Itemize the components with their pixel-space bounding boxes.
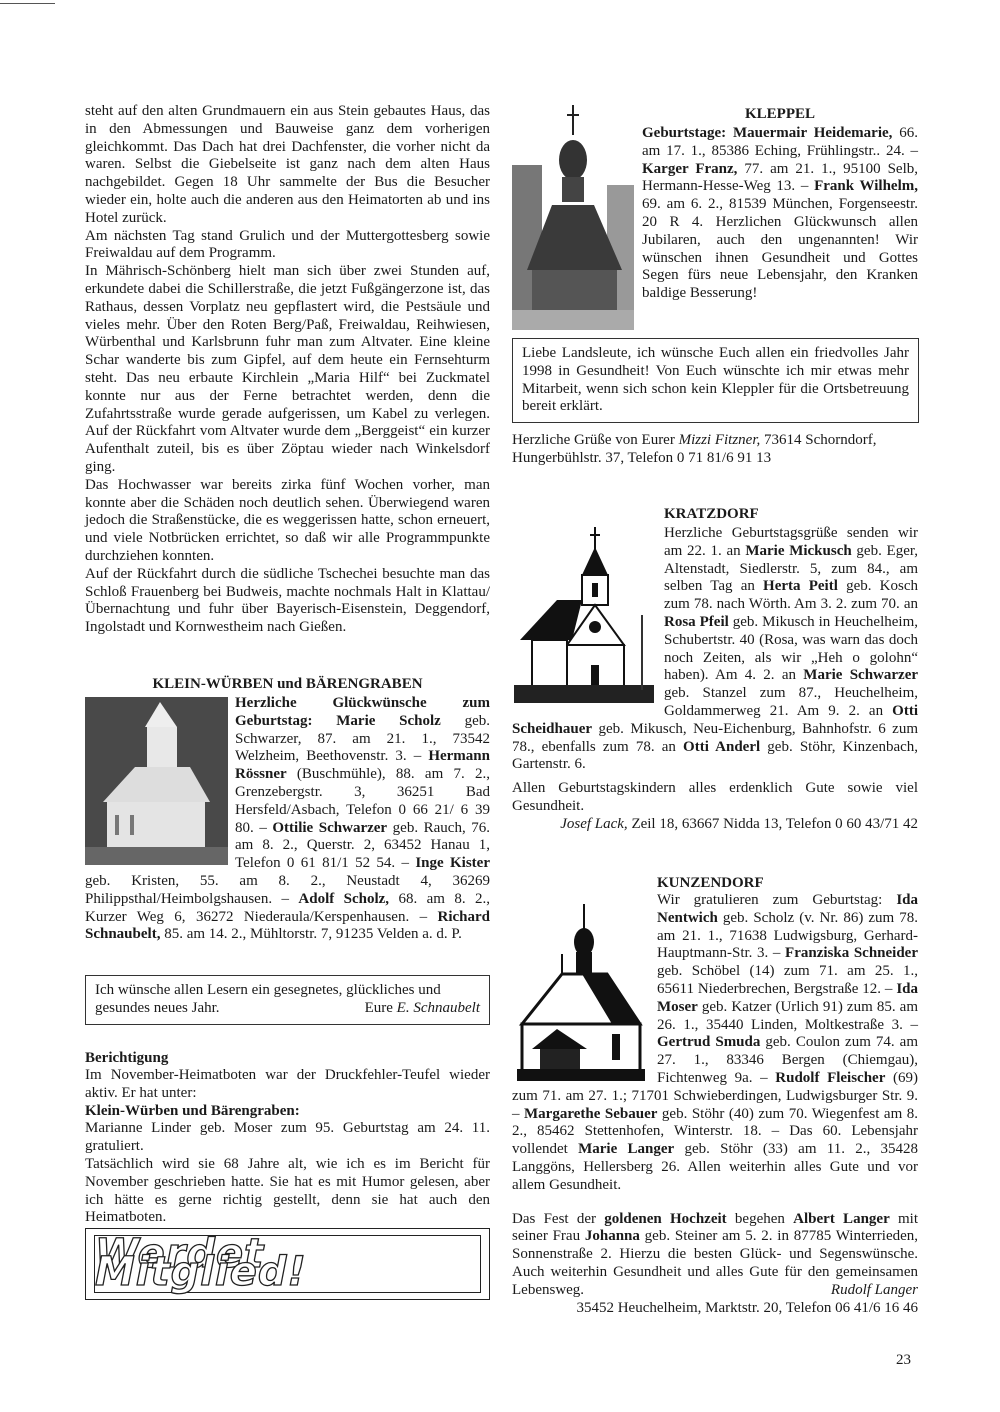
bold-name: Ida Moser (657, 980, 918, 1015)
wooden-chapel-image-icon (512, 105, 634, 330)
bold-name: Marie Mickusch (745, 542, 852, 559)
text-run: 69. am 6. 2., 81539 München, Forgenseestr. 20 R 4. Herzlichen Glückwunsch allen Jubilaren, auch den ungenannten! Wir wünschen ihnen Gesundheit und Gottes Segen fürs neue Lebensjahr, den Kranken baldige Besserung! (642, 196, 918, 302)
text-run: geb. Mikusch in Heuchelheim, Schubertstr. 40 (Rosa, was warn das doch noch Zeiten, als wir „Heh o golohn“ haben). Am 4. 2. an (664, 613, 918, 684)
paragraph: Marianne Linder geb. Moser zum 95. Geburtstag am 24. 11. gratuliert. (85, 1120, 490, 1155)
bold-name: Franziska Schneider (785, 945, 918, 962)
text-run: 66. am 17. 1., 85386 Eching, Frühlingstr.. 24. – (642, 125, 919, 159)
greeting-text (512, 432, 918, 468)
text-run: geb. Stanzel zum 87., Heuchelheim, Goldammerweg 21. Am 9. 2. an (664, 685, 918, 719)
text-run: 85. am 14. 2., Mühltorstr. 7, 91235 Velden a. d. P. (160, 926, 462, 943)
paragraph: Tatsächlich wird sie 68 Jahre alt, wie ich es im Bericht für November geschrieben hatte. Sie hat es mit Humor gelesen, aber ich hätte es gerne richtig gestellt, denn sie hat auch den Heimatboten. (85, 1155, 490, 1226)
text-run: Das Fest der (512, 1210, 605, 1227)
kleppel-greeting (512, 432, 918, 468)
wedding-signature: Rudolf Langer (830, 1281, 918, 1298)
banner-inner-frame (94, 1231, 481, 1295)
paragraph: Im November-Heimatboten war der Druckfehler-Teufel wieder aktiv. Er hat unter: (85, 1067, 490, 1101)
paragraph (85, 228, 490, 264)
bold-name: Herta Peitl (763, 578, 838, 595)
bold-name: Rosa Pfeil (664, 613, 729, 630)
text-run: 73614 Schorndorf, Hungerbühlstr. 37, Telefon 0 71 81/6 91 13 (512, 432, 877, 466)
text-run: (69) zum 71. am 27. 1.; 71701 Schwieberdingen, Ludwigsburger Str. 9. – (512, 1069, 919, 1122)
text-run: geb. Mikusch, Neu-Eichenburg, Bahnhofstr. 6 zum 78., ebenfalls zum 78. an (512, 720, 918, 755)
text-run: begehen (726, 1210, 794, 1227)
text-run: 77. am 21. 1., 95100 Selb, Hermann-Hesse-Weg 13. – (642, 160, 918, 195)
text-run: geb. Stöhr (33) am 11. 2., 35428 Langgöns, Hellersberg 26. Allen weiterhin alles Gute und vor allem Gesundheit. (512, 1141, 918, 1193)
text-run: Auf der Rückfahrt durch die südliche Tschechei besuchte man das Schloß Frauenberg bei Budweis, machte nochmals Halt in Klattau/Übernachtung und fuhr über Bayerisch-Eisenstein, Deggendorf, Ingolstadt und Kornwestheim nach Gießen. (85, 565, 490, 636)
bold-name: Adolf Scholz, (298, 890, 390, 907)
bold-name: Marie Schwarzer (803, 667, 919, 684)
text-run: mit seiner Frau (512, 1210, 918, 1245)
text-run: In Mährisch-Schönberg hielt man sich über zwei Stunden auf, erkundete dabei die Schillerstraße, die jetzt Fußgängerzone ist, das Rathaus, dessen Vorplatz neu gepflastert wird, die Pestsäule und vieles mehr. Über den Roten Berg/Paß, Freiwaldau, Reihwiesen, Würbenthal und Karlsbrunn fuhr man zum Altvater. Eine kleine Schar wanderte bis zum Gipfel, auf dem heute ein Fernsehturm steht. Das neu erbaute Kirchlein „Maria Hilf“ bei Zuckmatel konnte nur aus der Ferne betrachtet werden, denn die Zufahrtsstraße wurde gerade aufgerissen, um Kabel zu verlegen. Auf der Rückfahrt vom Altvater wurde dem „Berggeist“ ein kurzer Aufenthalt zuteil, bis es über Zöptau wieder nach Winkelsdorf ging. (85, 263, 490, 475)
text-run: Am nächsten Tag stand Grulich und der Muttergottesberg sowie Freiwaldau auf dem Programm. (85, 227, 490, 262)
kleppel-chapel-photo (512, 105, 634, 330)
wedding-address: 35452 Heuchelheim, Marktstr. 20, Telefon 06 41/6 16 46 (576, 1299, 918, 1316)
church-drawing-icon (512, 874, 650, 1084)
kunzendorf-church-drawing (512, 874, 650, 1084)
text-run: geb. Eger, Altenstadt, Siedlerstr. 5, zum 84., am selben Tag an (664, 542, 918, 595)
paragraph (85, 263, 490, 477)
bold-name: Margarethe Sebauer (524, 1105, 658, 1122)
chapel-image-icon (85, 697, 228, 865)
section-kunzendorf (512, 874, 918, 1317)
bold-name: Marie Scholz (336, 712, 441, 729)
subheading: Klein-Würben und Bärengraben: (85, 1102, 300, 1119)
text-run: geb. Stöhr (40) zum 70. Wiegenfest am 8. 2., 85462 Stettenhofen, Winterstr. 18. – Das 60. Lebensjahr vollendet (512, 1105, 918, 1158)
signature (512, 816, 918, 834)
bold-name: goldenen Hochzeit (604, 1210, 727, 1227)
text-run: 68. am 8. 2., Kurzer Weg 6, 36272 Niederaula/Kerspenhausen. – (85, 890, 491, 925)
bold-name: Karger Franz, (642, 160, 738, 177)
section-klein-wuerben (85, 675, 490, 944)
kleppel-message-box (512, 338, 919, 423)
bold-name: Gertrud Smuda (657, 1034, 761, 1051)
text-run: geb. Stöhr, Kinzenbach, Gartenstr. 6. (512, 738, 919, 773)
section-berichtigung (85, 1049, 490, 1227)
bold-name: Albert Langer (793, 1210, 890, 1227)
paragraph (85, 103, 490, 228)
section-kleppel (512, 105, 918, 330)
text-run: geb. Schöbel (14) zum 71. am 25. 1., 65611 Niederbrechen, Bergstraße 12. – (657, 963, 918, 997)
closing-text: Allen Geburtstagskindern alles erdenklich Gute sowie viel Gesundheit. (512, 780, 918, 814)
text-run: geb. Katzer (Urlich 91) zum 85. am 26. 1., 35440 Linden, Moltkestraße 3. – (657, 998, 918, 1033)
scan-edge-line (0, 3, 55, 4)
wish-text: Ich wünsche allen Lesern ein gesegnetes, glückliches und gesundes neues Jahr. (95, 982, 441, 1016)
page-number: 23 (896, 1352, 911, 1368)
signature-address: Zeil 18, 63667 Nidda 13, Telefon 0 60 43/71 42 (627, 815, 918, 832)
text-run: geb. Steiner am 5. 2. in 87785 Winterrieden, Sonnenstraße 2. Hierzu die besten Glück- und Segenswünsche. Auch weiterhin Gesundheit und alles Gute für den gemeinsamen Lebensweg. (512, 1228, 919, 1298)
italic-text: Mizzi Fitzner, (678, 432, 761, 448)
bold-name: Geburtstage: Mauermair Heidemarie, (642, 125, 893, 141)
membership-banner (85, 1228, 490, 1300)
text-run: steht auf den alten Grundmauern ein aus Stein gebautes Haus, das in den Abmessungen und Bauweise ganz dem vorherigen gleichkommt. Das Dach hat drei Dachfenster, die vorher nicht da waren. Selbst die Giebelseite ist ganz nach dem alten Haus nachgebildet. Gegen 18 Uhr sammelte der Bus die Besucher wieder ein, holte auch die anderen aus den Heimatorten ab und ins Hotel zurück. (85, 103, 490, 226)
text-run: geb. Kristen, 55. am 8. 2., Neustadt 4, 36269 Philippsthal/Heimbolgshausen. – (85, 872, 490, 907)
paragraph (85, 477, 490, 566)
section-heading: Berichtigung (85, 1050, 169, 1066)
left-column-intro (85, 103, 490, 637)
message-text: Liebe Landsleute, ich wünsche Euch allen ein friedvolles Jahr 1998 in Gesundheit! Von Euch wünschte ich mir etwas mehr Mitarbeit, wenn sich schon kein Kleppler für die Ortsbetreuung bereit erklärt. (522, 345, 909, 415)
text-run: geb. Coulon zum 74. am 27. 1., 83346 Bergen (Chiemgau), Fichtenweg 9a. – (657, 1034, 918, 1086)
bold-name: Otti Scheidhauer (512, 702, 918, 737)
bold-name: Herzliche Glückwünsche zum Geburtstag: (235, 695, 490, 729)
text-run: geb. Schwarzer, 87. am 21. 1., 73542 Welzheim, Beethovenstr. 3. – (235, 712, 491, 765)
paragraph (85, 566, 490, 637)
banner-text: Werdet Mitglied! (95, 1231, 307, 1295)
section-kratzdorf (512, 505, 918, 834)
section-heading: KRATZDORF (664, 506, 759, 522)
bold-name: Inge Kister (415, 855, 490, 872)
chapel-photo (85, 697, 228, 865)
section-heading: KLEPPEL (744, 106, 815, 122)
text-run: Herzliche Grüße von Eurer (512, 432, 679, 448)
bold-name: Marie Langer (578, 1141, 675, 1158)
text-run: geb. Scholz (v. Nr. 86) zum 78. am 21. 1., 71638 Ludwigsburg, Gerhard-Hauptmann-Str. 3. – (657, 909, 918, 962)
bold-name: Richard Schnaubelt, (85, 908, 490, 943)
bold-name: Ida Nentwich (657, 892, 918, 926)
text-run: (Buschmühle), 88. am 7. 2., Grenzebergstr. 3, 36251 Bad Hersfeld/Asbach, Telefon 0 66 21/ 6 39 80. – (235, 766, 490, 836)
signature-name: E. Schnaubelt (396, 999, 480, 1016)
church-drawing-icon (512, 505, 657, 705)
text-run (313, 713, 337, 729)
text-run: geb. Kosch zum 78. nach Wörth. Am 3. 2. zum 70. an (664, 578, 918, 613)
bold-name: Ottilie Schwarzer (272, 819, 388, 836)
section-heading: KUNZENDORF (657, 875, 764, 891)
text-run: Wir gratulieren zum Geburtstag: (657, 892, 897, 908)
wish-box (85, 975, 490, 1025)
bold-name: Rudolf Fleischer (775, 1069, 886, 1086)
text-run: Herzliche Geburtstagsgrüße senden wir am 22. 1. an (664, 525, 918, 559)
bold-name: Johanna (584, 1228, 640, 1245)
signature-name: Josef Lack, (560, 815, 628, 832)
text-run: Das Hochwasser war bereits zirka fünf Wochen vorher, man konnte aber die Schäden noch deutlich sehen. Überwiegend waren jedoch die Straßenstücke, die es weggerissen hatte, schon erneuert, und viele Notbrücken errichtet, so daß wir alle Programmpunkte durchziehen konnten. (85, 476, 490, 564)
bold-name: Hermann Rössner (235, 748, 490, 783)
bold-name: Frank Wilhelm, (814, 178, 918, 195)
signature-prefix: Eure (364, 999, 397, 1016)
section-heading: KLEIN-WÜRBEN und BÄRENGRABEN (152, 676, 423, 692)
text-run: geb. Rauch, 76. am 8. 2., Querstr. 2, 63452 Hanau 1, Telefon 0 61 81/1 52 54. – (235, 819, 491, 872)
kratzdorf-church-drawing (512, 505, 657, 705)
bold-name: Otti Anderl (683, 738, 761, 755)
